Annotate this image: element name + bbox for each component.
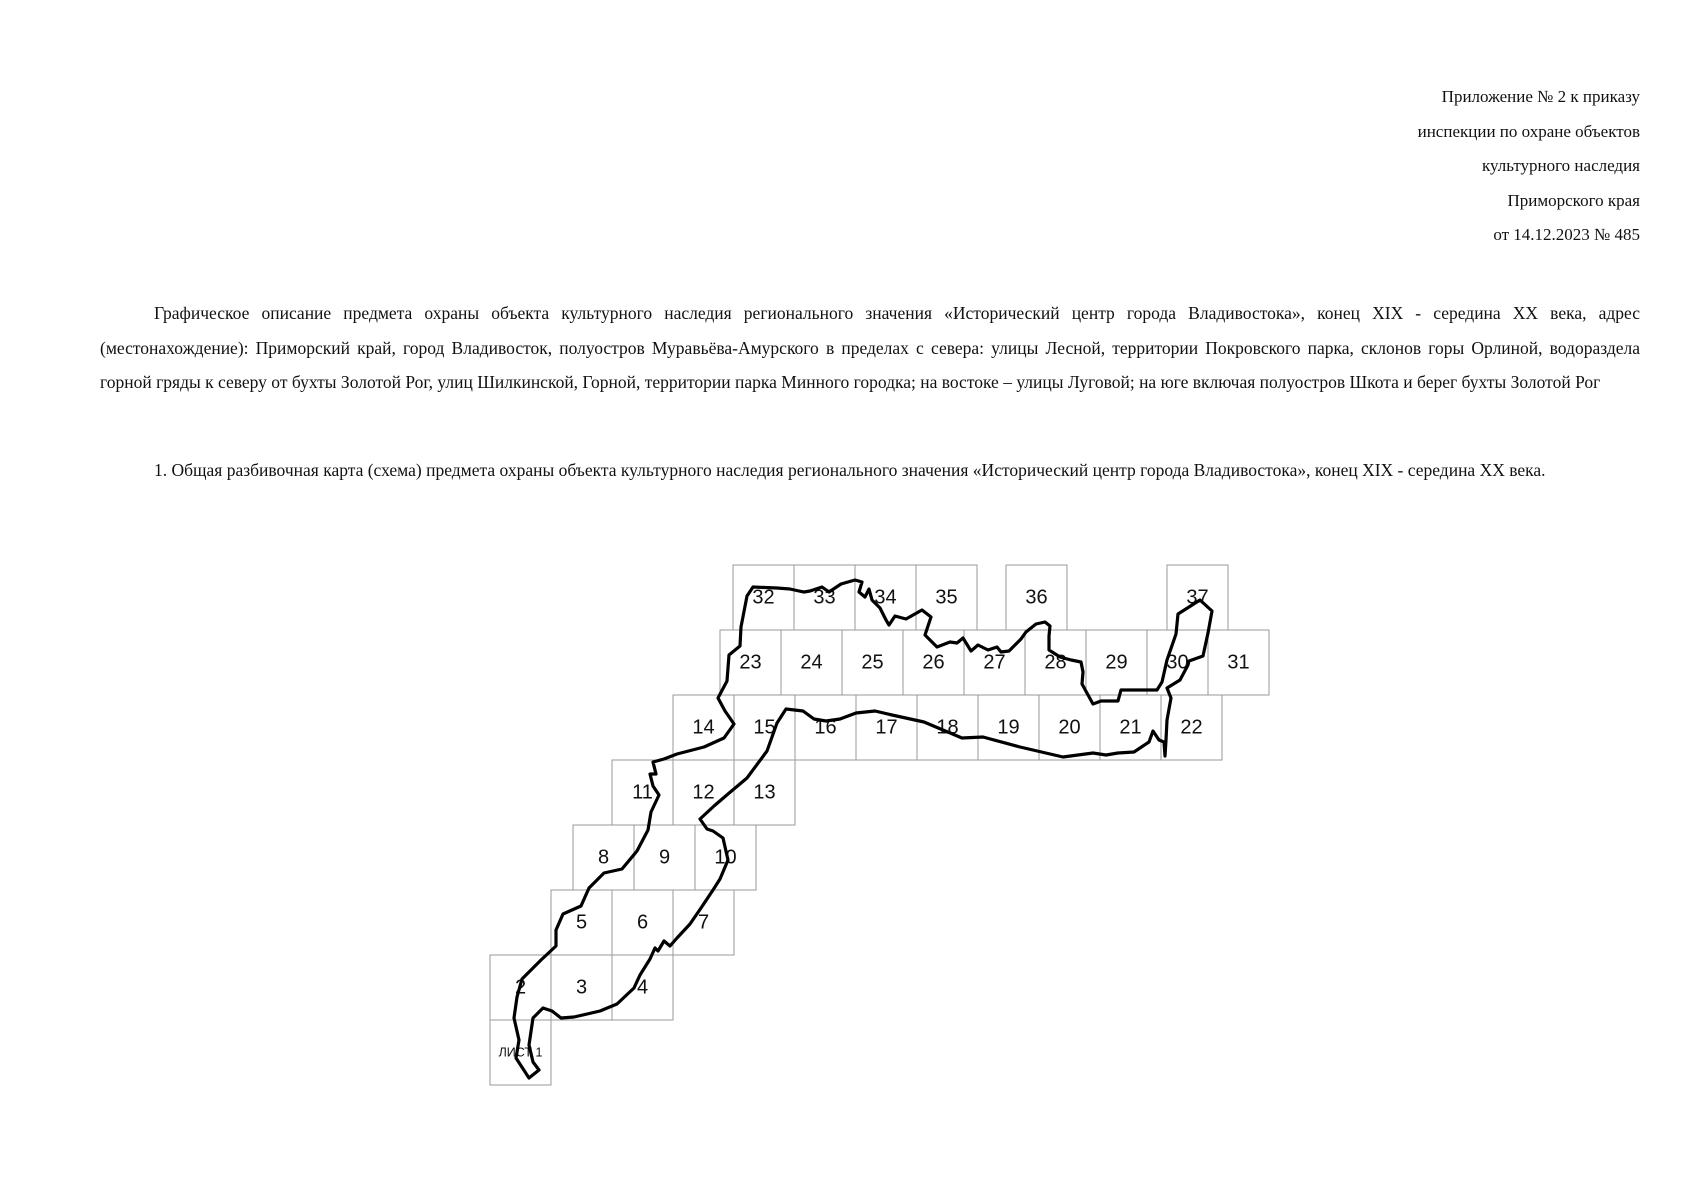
sheet-label: 7 [697, 911, 710, 934]
sheet-label: 35 [935, 586, 958, 609]
sheet-label: 14 [692, 716, 715, 739]
sheet-label: 11 [632, 781, 653, 804]
sheet-label: 19 [997, 716, 1020, 739]
sheet-label: 29 [1105, 651, 1128, 674]
sheet-label: 36 [1025, 586, 1048, 609]
sheet-label: 12 [692, 781, 715, 804]
sheet-label: 5 [575, 911, 588, 934]
sheet-label: 31 [1227, 651, 1250, 674]
description-paragraph: Графическое описание предмета охраны объекта культурного наследия регионального значения «Исторический центр города Владивостока», конец XIX - середина XX века, адрес (местонахождение): Приморский край, город Владивосток, полуостров Муравьёва-Амурского в пределах с севера: улицы Лесной, территории Покровского парка, склонов горы Орлиной, водораздела горной гряды к северу от бухты Золотой Рог, улиц Шилкинской, Горной, территории парка Минного городка; на востоке – улицы Луговой; на юге включая полуостров Шкота и берег бухты Золотой Рог [100, 303, 1640, 392]
sheet-label: 30 [1166, 651, 1189, 674]
sheet-label: 20 [1058, 716, 1081, 739]
sheet-label: 24 [800, 651, 823, 674]
sheet-label: 9 [658, 846, 671, 869]
sheet-label: 10 [714, 846, 737, 869]
section-item-paragraph: 1. Общая разбивочная карта (схема) предмета охраны объекта культурного наследия регионального значения «Исторический центр города Владивостока», конец XIX - середина XX века. [154, 460, 1546, 480]
sheet-label: 16 [814, 716, 837, 739]
sheet-label: 6 [636, 911, 649, 934]
sheet-label: ЛИСТ 1 [498, 1045, 543, 1060]
sheet-label: 2 [514, 976, 527, 999]
sheet-label: 28 [1044, 651, 1067, 674]
sheet-label: 21 [1119, 716, 1142, 739]
sheet-label: 4 [636, 976, 649, 999]
sheet-label: 27 [983, 651, 1006, 674]
sheet-label: 25 [861, 651, 884, 674]
header-line: Приморского края [1507, 190, 1640, 210]
sheet-label: 3 [575, 976, 588, 999]
sheet-label: 34 [874, 586, 897, 609]
header-line: культурного наследия [1481, 156, 1640, 175]
sheet-label: 17 [875, 716, 898, 739]
sheet-label: 8 [597, 846, 610, 869]
sheet-label: 23 [739, 651, 762, 674]
sheet-label: 32 [752, 586, 775, 609]
header-line: Приложение № 2 к приказу [1441, 87, 1640, 106]
header-line: инспекции по охране объектов [1417, 121, 1640, 141]
header-line: от 14.12.2023 № 485 [1493, 225, 1640, 244]
sheet-label: 18 [936, 716, 959, 739]
sheet-label: 15 [753, 716, 776, 739]
sheet-label: 33 [813, 586, 836, 609]
sheet-label: 22 [1180, 716, 1203, 739]
sheet-label: 37 [1186, 586, 1209, 609]
sheet-label: 13 [753, 781, 776, 804]
sheet-label: 26 [922, 651, 945, 674]
